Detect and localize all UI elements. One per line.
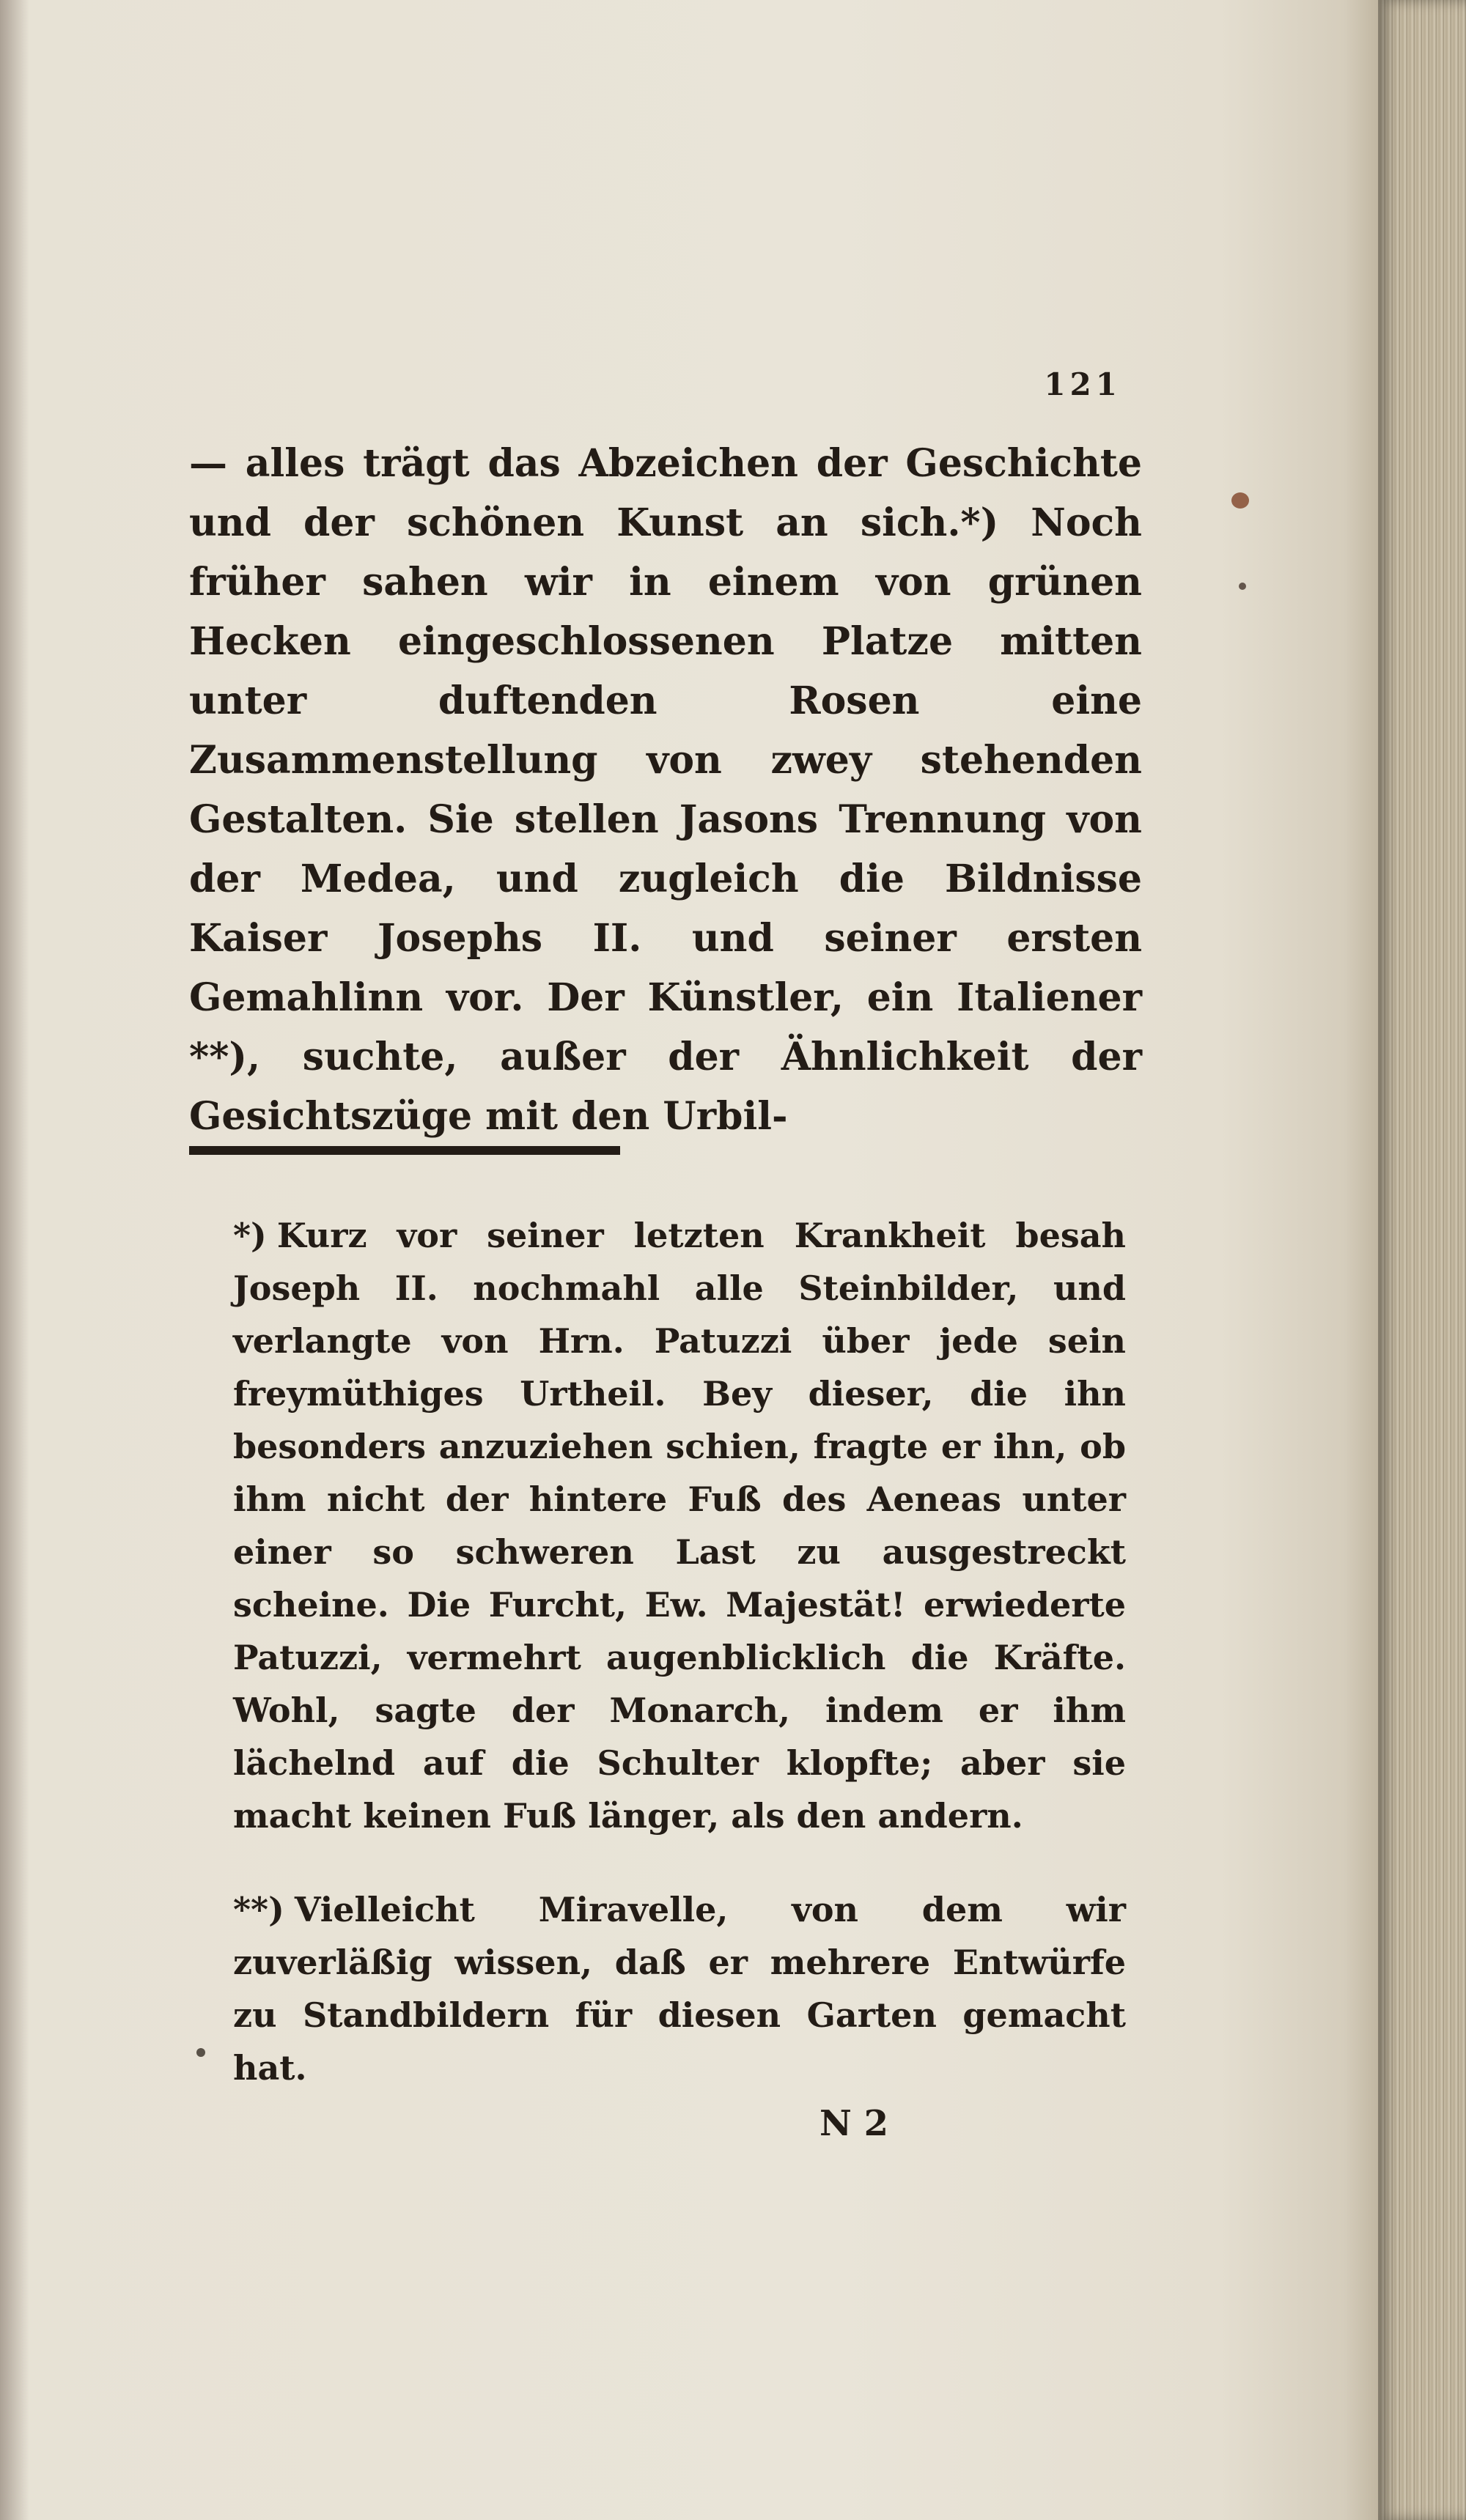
- footnote-rule: [189, 1146, 620, 1155]
- footnote-1-mark: *): [233, 1216, 267, 1255]
- ink-spot: [196, 2048, 205, 2057]
- page-number: 121: [1044, 366, 1121, 402]
- footnote-2-text: Vielleicht Miravelle, von dem wir zuverläßig wissen, daß er mehrere Entwürfe zu Standbildern für diesen Garten gemacht hat.: [233, 1890, 1126, 2088]
- page-edges: [1378, 0, 1466, 2520]
- footnote-2: [233, 1883, 1126, 2094]
- footnote-1-text: Kurz vor seiner letzten Krankheit besah Joseph II. nochmahl alle Steinbilder, und verlangte von Hrn. Patuzzi über jede sein freymüthiges Urtheil. Bey dieser, die ihn besonders anzuziehen schien, fragte er ihn, ob ihm nicht der hintere Fuß des Aeneas unter einer so schweren Last zu ausgestreckt scheine. Die Furcht, Ew. Majestät! erwiederte Patuzzi, vermehrt augenblicklich die Kräfte. Wohl, sagte der Monarch, indem er ihm lächelnd auf die Schulter klopfte; aber sie macht keinen Fuß länger, als den andern.: [233, 1216, 1126, 1836]
- ink-spot: [1239, 583, 1246, 590]
- spine-shadow: [0, 0, 29, 2520]
- footnote-2-mark: **): [233, 1890, 284, 1929]
- ink-spot: [1231, 492, 1249, 509]
- signature-mark: N 2: [819, 2103, 888, 2144]
- footnote-1: [233, 1209, 1126, 1842]
- main-paragraph: — alles trägt das Abzeichen der Geschichte und der schönen Kunst an sich.*) Noch früher sahen wir in einem von grünen Hecken eingeschlossenen Platze mitten unter duftenden Rosen eine Zusammenstellung von zwey stehenden Gestalten. Sie stellen Jasons Trennung von der Medea, und zugleich die Bildnisse Kaiser Josephs II. und seiner ersten Gemahlinn vor. Der Künstler, ein Italiener **), suchte, außer der Ähnlichkeit der Gesichtszüge mit den Urbil-: [189, 441, 1142, 1139]
